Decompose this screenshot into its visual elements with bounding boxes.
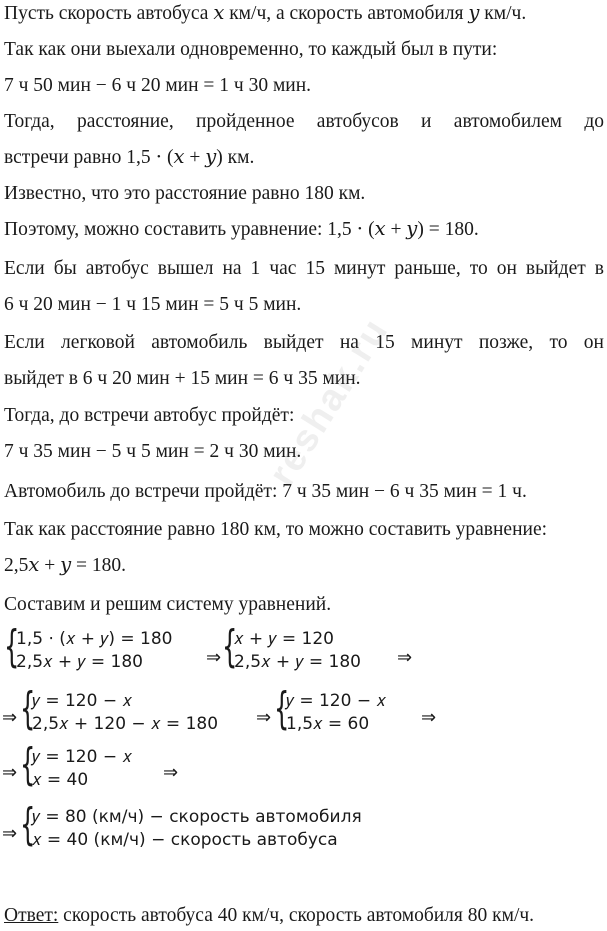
text-line-14: Автомобиль до встречи пройдёт: 7 ч 35 мин − 6 ч 35 мин = 1 ч. (4, 481, 527, 502)
text-line-13: 7 ч 35 мин − 5 ч 5 мин = 2 ч 30 мин. (4, 441, 302, 462)
brace-icon: { (274, 683, 290, 734)
equation-system-1 (4, 621, 173, 674)
brace-icon: { (20, 739, 36, 790)
text-line-12: Тогда, до встречи автобус пройдёт: (4, 405, 295, 426)
text-line-1: Пусть скорость автобуса 𝑥 км/ч, а скорость автомобиля 𝑦 км/ч. (4, 3, 527, 24)
system-row: 1,5𝑥 = 60 (286, 714, 370, 734)
equation-system-3 (20, 683, 219, 736)
system-row: 𝑥 = 40 (32, 770, 89, 790)
answer-label: Ответ: (4, 905, 59, 926)
implies-icon: ⇒ (2, 707, 18, 728)
equation-system-6 (20, 799, 362, 852)
equation-system-4 (274, 683, 386, 736)
system-row: 1,5 ⋅ (𝑥 + 𝑦) = 180 (16, 629, 173, 649)
brace-icon: { (4, 621, 20, 672)
text-line-6: Известно, что это расстояние равно 180 км. (4, 183, 366, 204)
brace-icon: { (20, 683, 36, 734)
implies-icon: ⇒ (397, 647, 413, 668)
brace-icon: { (222, 621, 238, 672)
text-line-9: 6 ч 20 мин − 1 ч 15 мин = 5 ч 5 мин. (4, 294, 302, 315)
text-line-10: Если легковой автомобиль выйдет на 15 минут позже, то он (4, 332, 604, 353)
text-line-5: встречи равно 1,5 ⋅ (𝑥 + 𝑦) км. (4, 147, 255, 168)
equation-system-5 (20, 739, 132, 792)
text-line-16: 2,5𝑥 + 𝑦 = 180. (4, 555, 127, 576)
implies-icon: ⇒ (256, 707, 272, 728)
system-row: 2,5𝑥 + 𝑦 = 180 (16, 652, 143, 672)
implies-icon: ⇒ (2, 823, 18, 844)
system-row: 𝑦 = 120 − 𝑥 (32, 691, 132, 711)
text-line-15: Так как расстояние равно 180 км, то можно составить уравнение: (4, 519, 548, 540)
system-row: 2,5𝑥 + 120 − 𝑥 = 180 (32, 714, 219, 734)
text-line-2: Так как они выехали одновременно, то каждый был в пути: (4, 39, 498, 60)
text-line-17: Составим и решим систему уравнений. (4, 594, 332, 615)
implies-icon: ⇒ (163, 762, 179, 783)
answer-text: скорость автобуса 40 км/ч, скорость автомобиля 80 км/ч. (58, 905, 535, 926)
implies-icon: ⇒ (421, 707, 437, 728)
watermark: reshak.ru (261, 310, 397, 494)
system-row: 𝑦 = 120 − 𝑥 (32, 747, 132, 767)
implies-icon: ⇒ (206, 647, 222, 668)
system-row: 𝑥 + 𝑦 = 120 (234, 629, 334, 649)
brace-icon: { (20, 799, 36, 850)
answer-line (4, 904, 534, 928)
system-row: 𝑥 = 40 (км/ч) − скорость автобуса (32, 830, 338, 850)
system-row: 𝑦 = 120 − 𝑥 (286, 691, 386, 711)
text-line-4: Тогда, расстояние, пройденное автобусов и автомобилем до (4, 111, 604, 132)
text-line-8: Если бы автобус вышел на 1 час 15 минут раньше, то он выйдет в (4, 258, 604, 279)
text-line-11: выйдет в 6 ч 20 мин + 15 мин = 6 ч 35 мин. (4, 368, 361, 389)
equation-system-2 (222, 621, 361, 674)
implies-icon: ⇒ (2, 762, 18, 783)
system-row: 2,5𝑥 + 𝑦 = 180 (234, 652, 361, 672)
system-row: 𝑦 = 80 (км/ч) − скорость автомобиля (32, 807, 362, 827)
text-line-7: Поэтому, можно составить уравнение: 1,5 ⋅ (𝑥 + 𝑦) = 180. (4, 219, 479, 240)
text-line-3: 7 ч 50 мин − 6 ч 20 мин = 1 ч 30 мин. (4, 75, 312, 96)
